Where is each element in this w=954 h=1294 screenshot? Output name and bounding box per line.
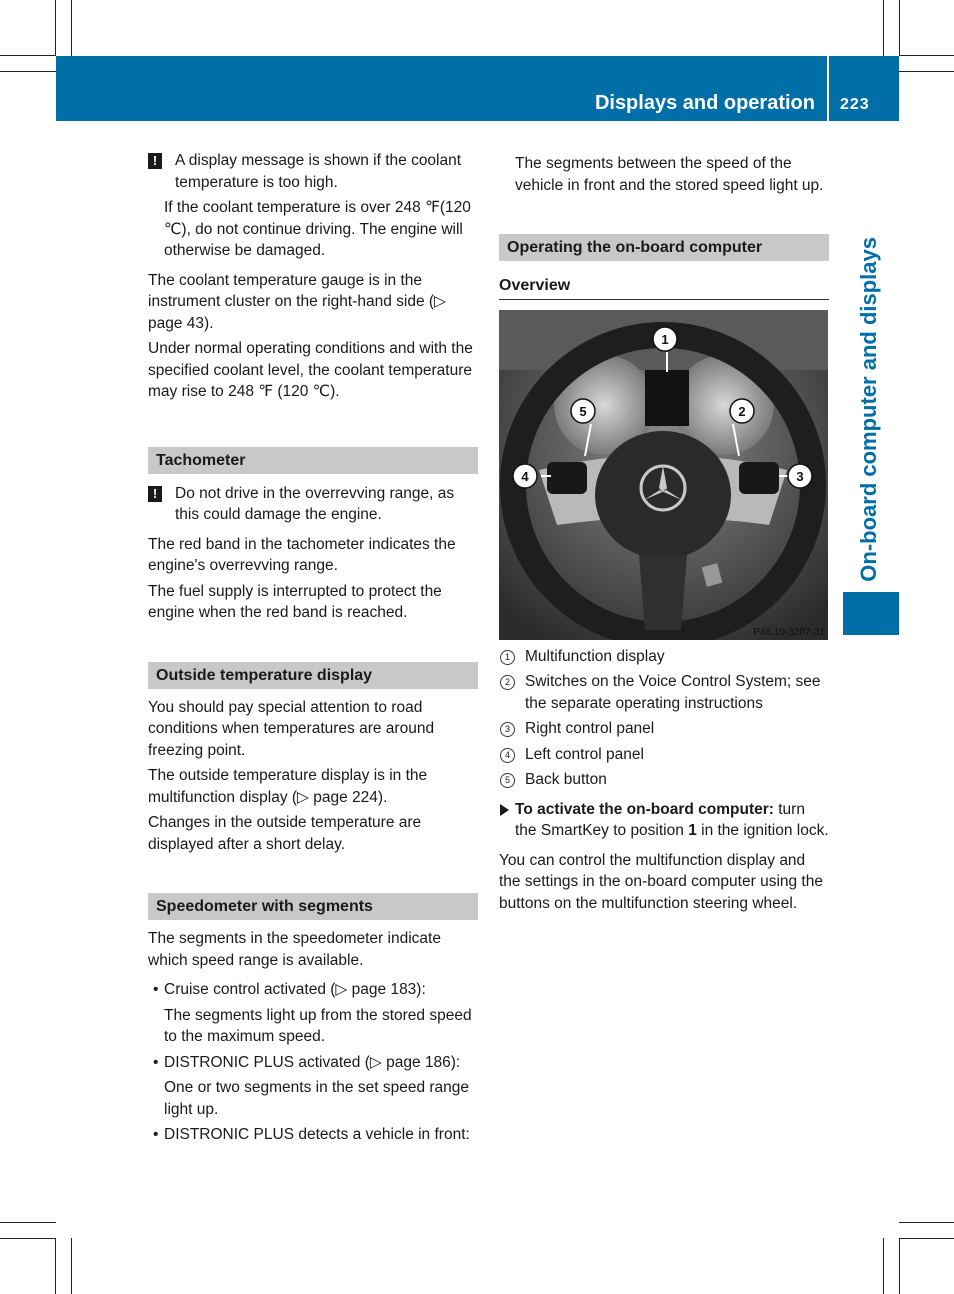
crop-mark (55, 0, 56, 56)
header-divider (827, 56, 829, 121)
bullet-dot: • (153, 1126, 159, 1143)
crop-mark (899, 1222, 954, 1223)
warning-text: A display message is shown if the coolant temperature is too high. (175, 152, 462, 191)
callout-1 (653, 327, 677, 351)
legend-text: Back button (525, 771, 607, 788)
side-tab-label: On-board computer and displays (856, 237, 881, 582)
bullet-text: DISTRONIC PLUS detects a vehicle in front: (164, 1126, 470, 1143)
airbag-cover (595, 431, 731, 559)
crop-mark (899, 71, 954, 72)
section-heading-onboard-computer: Operating the on-board computer (499, 234, 829, 261)
paragraph: The segments light up from the stored speed to the maximum speed. (164, 1006, 472, 1045)
crop-mark (71, 1238, 72, 1294)
legend-number: 2 (500, 675, 515, 690)
crop-mark (899, 55, 954, 56)
step-text: in the ignition lock. (701, 822, 829, 839)
step-position: 1 (688, 822, 697, 839)
crop-mark (0, 1238, 56, 1239)
callout-label: 4 (521, 468, 529, 484)
crop-mark (55, 1238, 56, 1294)
page-number: 223 (840, 96, 870, 113)
list-item (148, 1124, 478, 1146)
crop-mark (883, 0, 884, 56)
callout-label: 5 (579, 403, 587, 419)
warning-note (148, 150, 478, 193)
paragraph: Under normal operating conditions and with the specified coolant level, the coolant temperature may rise to 248 ℉ (120 ℃). (148, 340, 473, 400)
callout-2 (730, 399, 754, 423)
lower-spoke (639, 555, 687, 630)
bullet-text: Cruise control activated (▷ page 183): (164, 981, 426, 998)
paragraph: You should pay special attention to road conditions when temperatures are around freezing point. (148, 698, 435, 759)
legend-number: 3 (500, 722, 515, 737)
instruction-step (499, 799, 829, 842)
paragraph: If the coolant temperature is over 248 ℉(120 ℃), do not continue driving. The engine will otherwise be damaged. (164, 199, 471, 259)
paragraph: The segments between the speed of the vehicle in front and the stored speed light up. (515, 155, 824, 194)
bullet-dot: • (153, 981, 159, 998)
crop-mark (0, 55, 56, 56)
paragraph: One or two segments in the set speed range light up. (164, 1079, 470, 1118)
crop-mark (899, 1238, 900, 1294)
step-text: turn the SmartKey to position (515, 800, 805, 839)
legend-number: 4 (500, 748, 515, 763)
callout-label: 2 (738, 403, 746, 419)
callout-4 (513, 464, 537, 488)
legend-item (499, 744, 829, 766)
steering-wheel-illustration (499, 310, 828, 640)
paragraph: The outside temperature display is in the multifunction display (▷ page 224). (148, 767, 428, 806)
legend-text: Right control panel (525, 720, 655, 737)
right-column (499, 150, 829, 918)
paragraph: Changes in the outside temperature are displayed after a short delay. (148, 814, 422, 853)
legend-number: 5 (500, 773, 515, 788)
bullet-dot: • (153, 1053, 159, 1071)
crop-mark (899, 0, 900, 56)
paragraph: The segments in the speedometer indicate which speed range is available. (148, 930, 441, 969)
legend-item (499, 769, 829, 791)
callout-label: 3 (796, 468, 804, 484)
left-control-panel (547, 462, 587, 494)
paragraph: The red band in the tachometer indicates the engine's overrevving range. (148, 535, 456, 574)
legend-item (499, 646, 829, 668)
section-heading-outside-temperature: Outside temperature display (148, 662, 478, 689)
crop-mark (71, 0, 72, 56)
bullet-text: DISTRONIC PLUS activated (▷ page 186): (164, 1053, 461, 1071)
paragraph: The coolant temperature gauge is in the instrument cluster on the right-hand side (▷ page 43). (148, 271, 446, 332)
warning-note (148, 483, 478, 526)
callout-3 (788, 464, 812, 488)
callout-label: 1 (661, 331, 669, 347)
legend-text: Switches on the Voice Control System; see the separate operating instructions (525, 673, 821, 712)
page-header (56, 56, 899, 121)
paragraph: You can control the multifunction display and the settings in the on-board computer using the buttons on the multifunction steering wheel. (499, 851, 823, 912)
crop-mark (883, 1238, 884, 1294)
steering-wheel-photo (499, 310, 828, 640)
left-column (148, 150, 478, 1150)
legend-text: Multifunction display (525, 647, 665, 665)
section-heading-speedometer: Speedometer with segments (148, 893, 478, 920)
side-tab (843, 122, 899, 588)
section-heading-tachometer: Tachometer (148, 447, 478, 474)
crop-mark (0, 71, 56, 72)
legend-number: 1 (500, 650, 515, 665)
callout-5 (571, 399, 595, 423)
legend-item (499, 718, 829, 740)
step-arrow-icon (500, 804, 509, 816)
warning-icon: ! (148, 486, 162, 502)
subheading-overview: Overview (499, 275, 829, 300)
warning-icon: ! (148, 153, 162, 169)
header-title: Displays and operation (594, 92, 815, 114)
list-item (148, 1052, 478, 1074)
crop-mark (899, 1238, 954, 1239)
step-label: To activate the on-board computer: (515, 800, 774, 818)
warning-text: Do not drive in the overrevving range, as this could damage the engine. (175, 484, 455, 523)
crop-mark (0, 1222, 56, 1223)
legend-list (499, 646, 829, 791)
legend-item (499, 671, 829, 714)
side-tab-marker (843, 592, 899, 635)
paragraph: The fuel supply is interrupted to protect the engine when the red band is reached. (148, 582, 442, 621)
legend-text: Left control panel (525, 745, 644, 763)
right-control-panel (739, 462, 779, 494)
list-item (148, 979, 478, 1001)
photo-code: P46.10-3207-31 (753, 626, 825, 638)
multifunction-display (645, 370, 689, 426)
